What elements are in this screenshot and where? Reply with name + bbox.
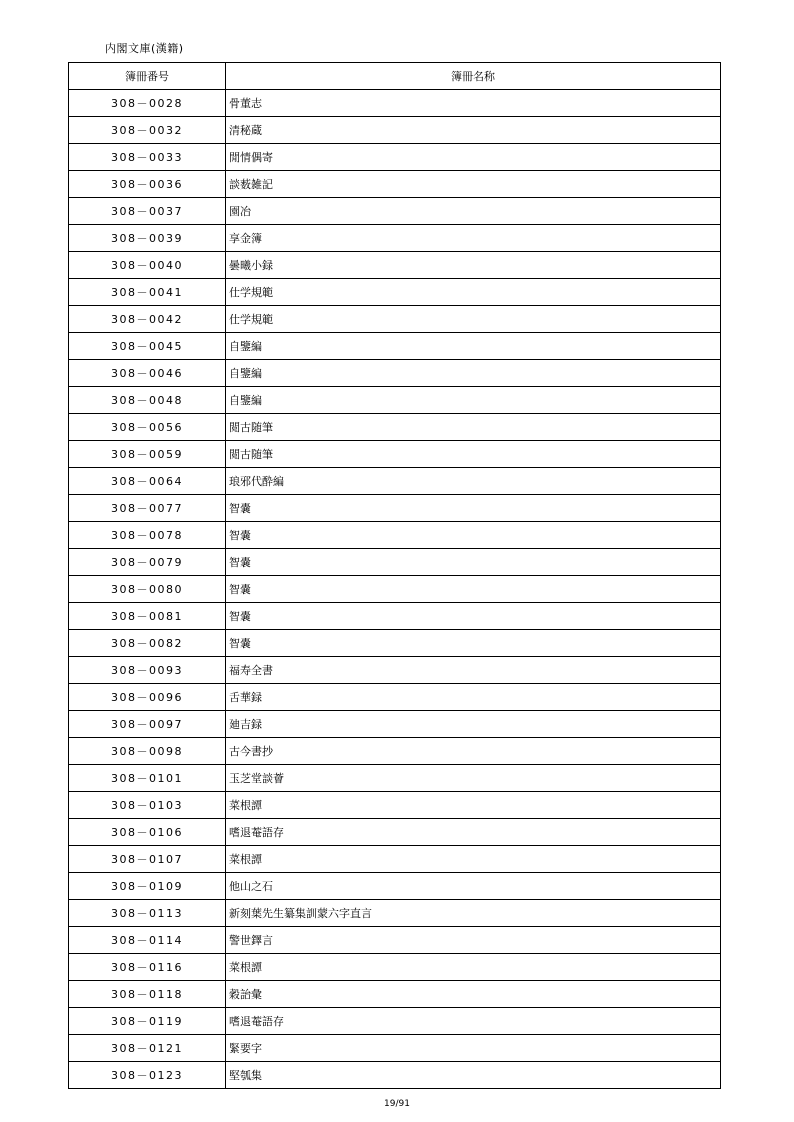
table-row: [69, 792, 721, 819]
volume-title-cell: 園冶: [226, 198, 721, 225]
table-row: [69, 90, 721, 117]
table-row: [69, 279, 721, 306]
volume-title-cell: 新刻葉先生纂集訓蒙六字直言: [226, 900, 721, 927]
table-row: [69, 333, 721, 360]
volume-number-cell: 308－0078: [69, 522, 226, 549]
volume-number-cell: 308－0036: [69, 171, 226, 198]
table-row: [69, 657, 721, 684]
table-row: [69, 954, 721, 981]
volume-number-cell: 308－0040: [69, 252, 226, 279]
volume-number-cell: 308－0119: [69, 1008, 226, 1035]
volume-number-cell: 308－0093: [69, 657, 226, 684]
volume-number-cell: 308－0037: [69, 198, 226, 225]
table-row: [69, 225, 721, 252]
volume-title-cell: 清秘蔵: [226, 117, 721, 144]
table-row: [69, 1035, 721, 1062]
volume-number-cell: 308－0039: [69, 225, 226, 252]
register-table: [68, 62, 721, 1089]
table-row: [69, 684, 721, 711]
table-row: [69, 171, 721, 198]
volume-number-cell: 308－0103: [69, 792, 226, 819]
table-row: [69, 927, 721, 954]
table-row: [69, 306, 721, 333]
volume-number-cell: 308－0097: [69, 711, 226, 738]
volume-title-cell: 他山之石: [226, 873, 721, 900]
table-row: [69, 198, 721, 225]
volume-number-cell: 308－0107: [69, 846, 226, 873]
volume-number-cell: 308－0113: [69, 900, 226, 927]
volume-title-cell: 閲古随筆: [226, 441, 721, 468]
column-header-title: 簿冊名称: [226, 63, 721, 90]
volume-title-cell: 智嚢: [226, 549, 721, 576]
table-row: [69, 441, 721, 468]
volume-title-cell: 廸吉録: [226, 711, 721, 738]
table-row: [69, 252, 721, 279]
volume-number-cell: 308－0028: [69, 90, 226, 117]
volume-title-cell: 自鑒編: [226, 360, 721, 387]
table-row: [69, 360, 721, 387]
volume-number-cell: 308－0059: [69, 441, 226, 468]
table-row: [69, 144, 721, 171]
volume-number-cell: 308－0041: [69, 279, 226, 306]
table-row: [69, 1008, 721, 1035]
table-row: [69, 549, 721, 576]
volume-number-cell: 308－0064: [69, 468, 226, 495]
table-row: [69, 900, 721, 927]
table-header-row: [69, 63, 721, 90]
volume-title-cell: 警世鐸言: [226, 927, 721, 954]
table-row: [69, 711, 721, 738]
volume-title-cell: 福寿全書: [226, 657, 721, 684]
table-row: [69, 495, 721, 522]
volume-number-cell: 308－0056: [69, 414, 226, 441]
volume-number-cell: 308－0042: [69, 306, 226, 333]
table-row: [69, 387, 721, 414]
table-row: [69, 603, 721, 630]
table-row: [69, 630, 721, 657]
table-row: [69, 576, 721, 603]
volume-title-cell: 嗜退菴語存: [226, 819, 721, 846]
document-caption: 内閣文庫(漢籍): [105, 42, 184, 55]
volume-number-cell: 308－0106: [69, 819, 226, 846]
volume-number-cell: 308－0082: [69, 630, 226, 657]
volume-number-cell: 308－0114: [69, 927, 226, 954]
volume-title-cell: 菜根譚: [226, 954, 721, 981]
volume-number-cell: 308－0123: [69, 1062, 226, 1089]
volume-title-cell: 智嚢: [226, 603, 721, 630]
table-row: [69, 1062, 721, 1089]
volume-title-cell: 菜根譚: [226, 846, 721, 873]
volume-number-cell: 308－0033: [69, 144, 226, 171]
volume-title-cell: 閒情偶寄: [226, 144, 721, 171]
volume-title-cell: 菜根譚: [226, 792, 721, 819]
volume-number-cell: 308－0101: [69, 765, 226, 792]
volume-number-cell: 308－0116: [69, 954, 226, 981]
volume-title-cell: 仕学規範: [226, 306, 721, 333]
volume-title-cell: 自鑒編: [226, 387, 721, 414]
table-row: [69, 981, 721, 1008]
volume-number-cell: 308－0118: [69, 981, 226, 1008]
table-row: [69, 414, 721, 441]
table-row: [69, 468, 721, 495]
table-row: [69, 873, 721, 900]
volume-title-cell: 智嚢: [226, 630, 721, 657]
volume-number-cell: 308－0121: [69, 1035, 226, 1062]
volume-number-cell: 308－0045: [69, 333, 226, 360]
table-row: [69, 846, 721, 873]
volume-number-cell: 308－0079: [69, 549, 226, 576]
table-row: [69, 117, 721, 144]
volume-title-cell: 古今書抄: [226, 738, 721, 765]
table-row: [69, 819, 721, 846]
volume-title-cell: 自鑒編: [226, 333, 721, 360]
volume-number-cell: 308－0096: [69, 684, 226, 711]
volume-title-cell: 穀詒彙: [226, 981, 721, 1008]
volume-title-cell: 骨董志: [226, 90, 721, 117]
volume-title-cell: 智嚢: [226, 522, 721, 549]
volume-title-cell: 舌華録: [226, 684, 721, 711]
page-number: 19/91: [384, 1099, 410, 1109]
volume-number-cell: 308－0098: [69, 738, 226, 765]
table-row: [69, 765, 721, 792]
volume-title-cell: 嗜退菴語存: [226, 1008, 721, 1035]
table-body: [69, 90, 721, 1089]
volume-title-cell: 享金簿: [226, 225, 721, 252]
table-row: [69, 738, 721, 765]
volume-title-cell: 琅邪代酔編: [226, 468, 721, 495]
volume-number-cell: 308－0077: [69, 495, 226, 522]
volume-title-cell: 談薮雑記: [226, 171, 721, 198]
table-row: [69, 522, 721, 549]
column-header-number: 簿冊番号: [69, 63, 226, 90]
volume-number-cell: 308－0081: [69, 603, 226, 630]
volume-number-cell: 308－0109: [69, 873, 226, 900]
volume-title-cell: 智嚢: [226, 576, 721, 603]
volume-title-cell: 曇曦小録: [226, 252, 721, 279]
volume-title-cell: 玉芝堂談薈: [226, 765, 721, 792]
volume-title-cell: 仕学規範: [226, 279, 721, 306]
volume-number-cell: 308－0046: [69, 360, 226, 387]
volume-title-cell: 智嚢: [226, 495, 721, 522]
volume-title-cell: 緊要字: [226, 1035, 721, 1062]
volume-number-cell: 308－0048: [69, 387, 226, 414]
volume-title-cell: 閲古随筆: [226, 414, 721, 441]
volume-number-cell: 308－0032: [69, 117, 226, 144]
volume-number-cell: 308－0080: [69, 576, 226, 603]
volume-title-cell: 堅瓠集: [226, 1062, 721, 1089]
